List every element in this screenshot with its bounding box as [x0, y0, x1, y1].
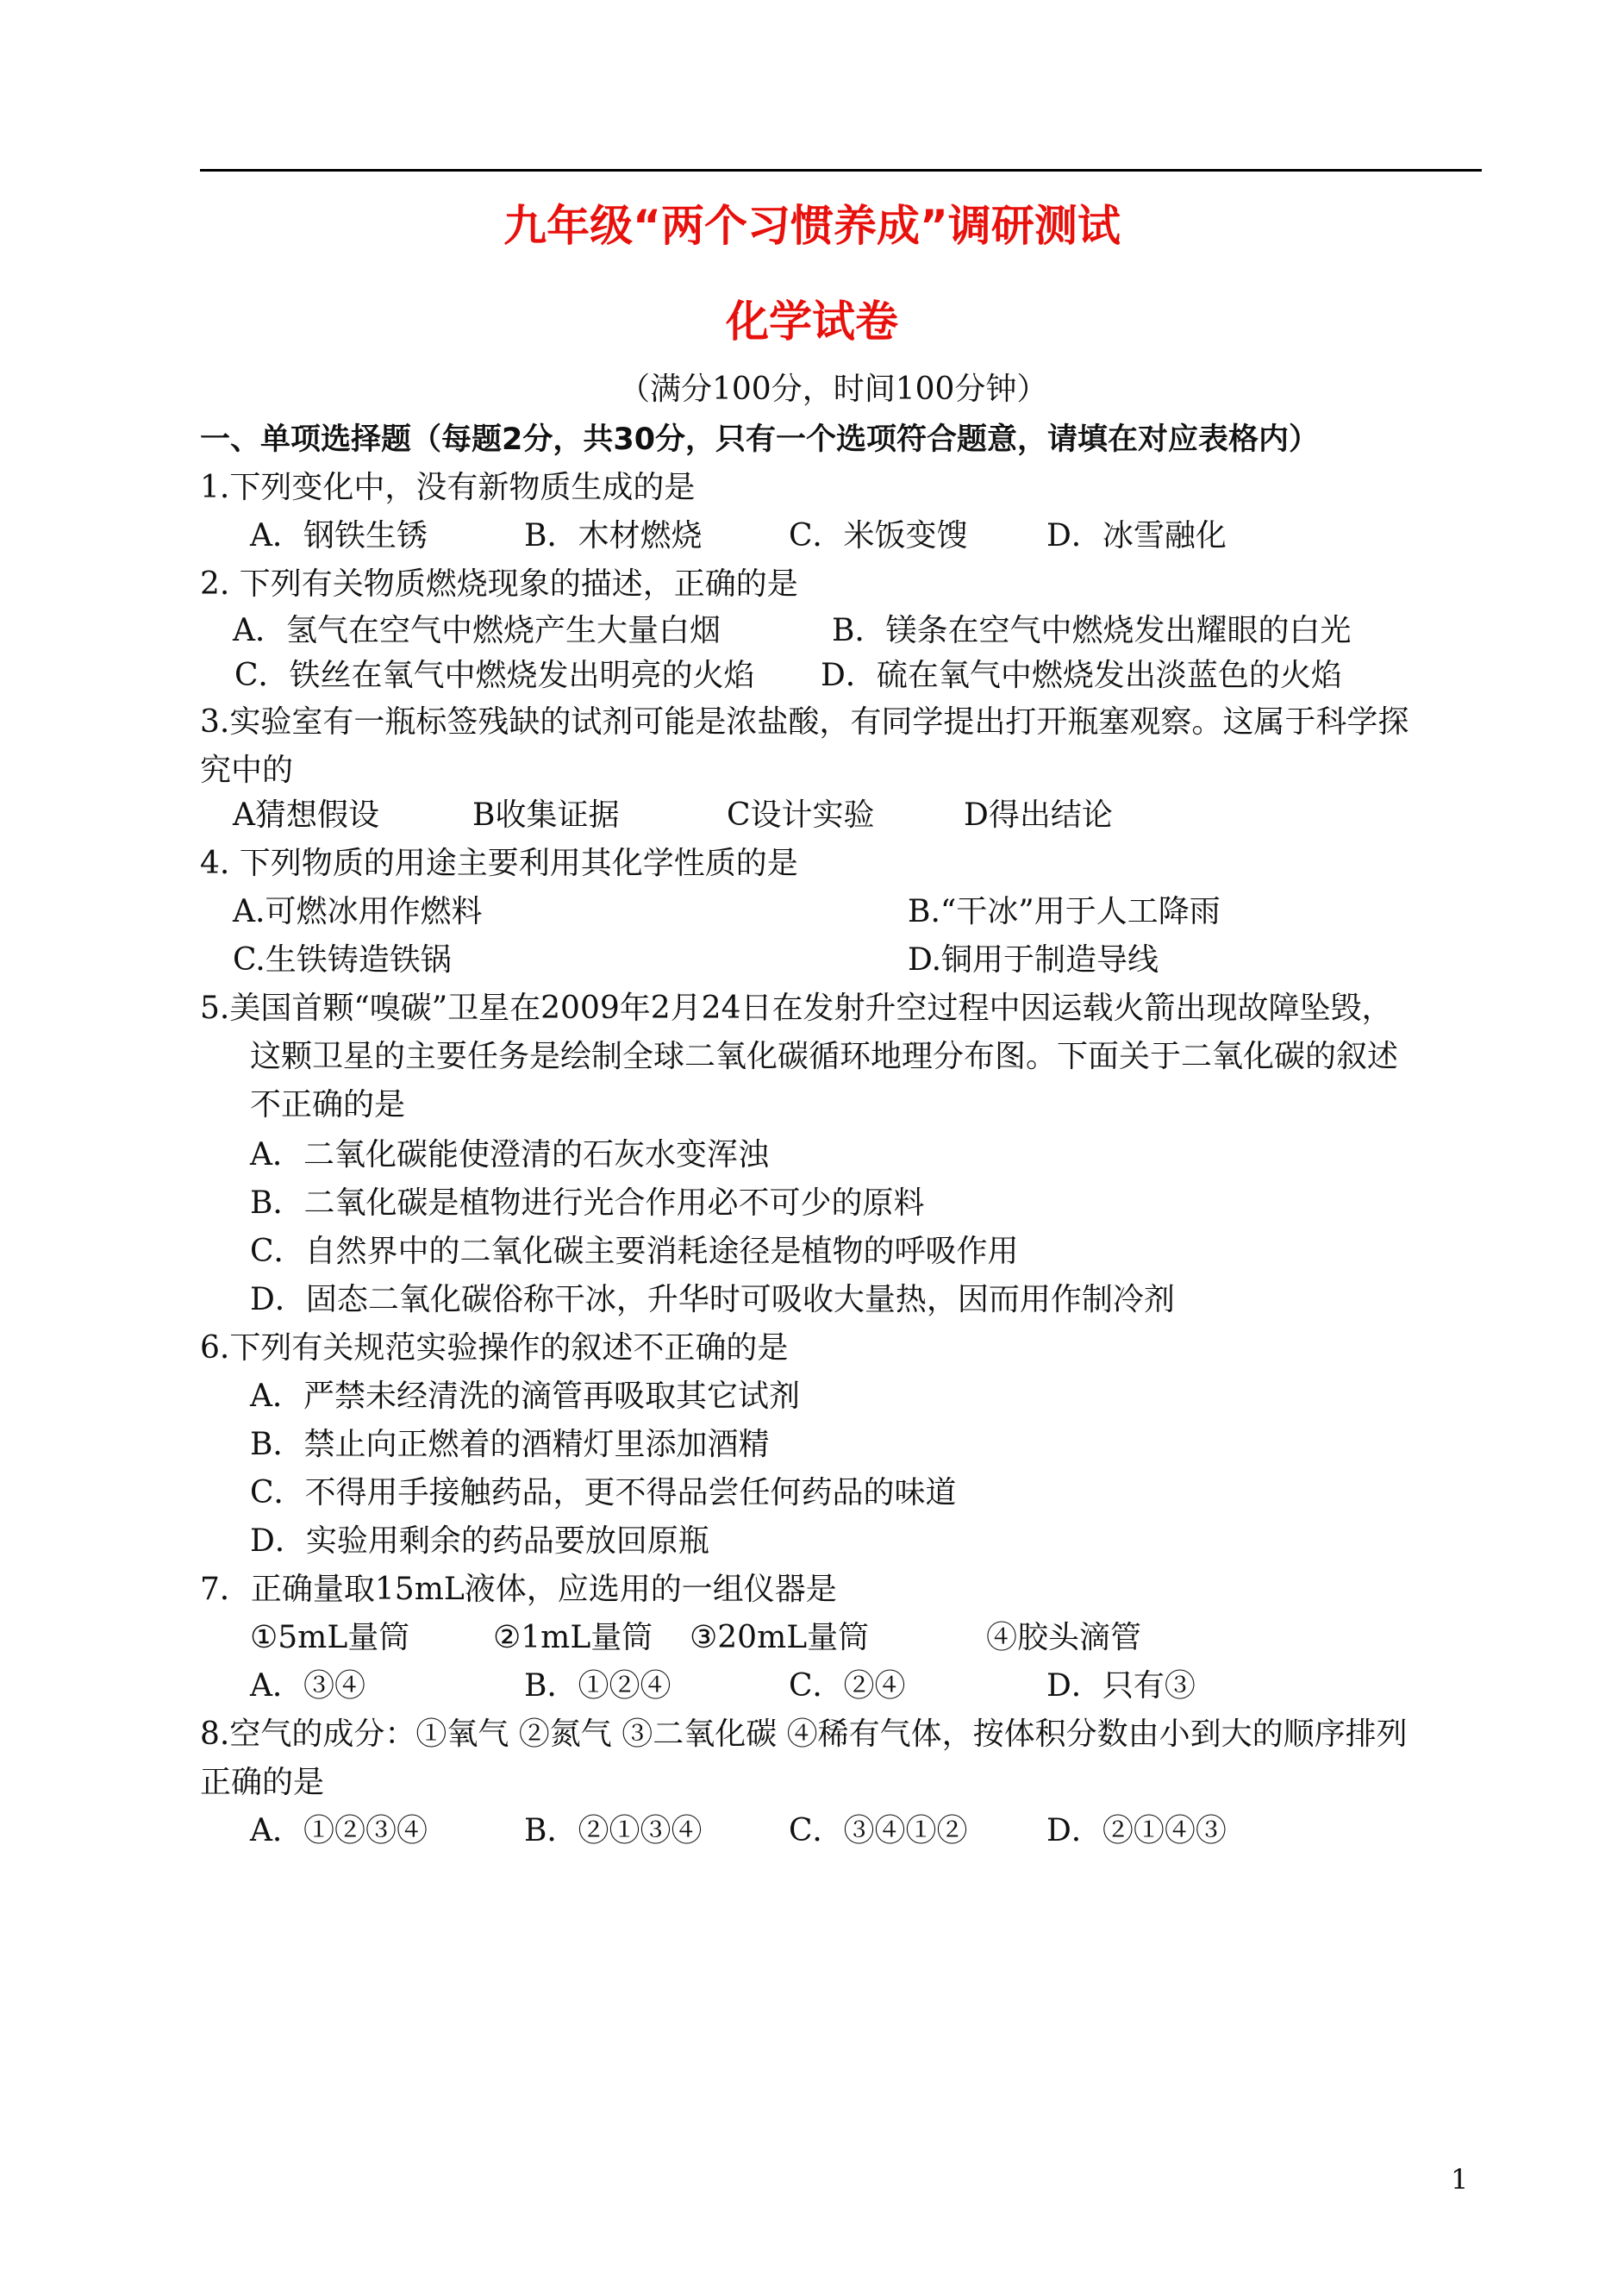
option-a: A．二氧化碳能使澄清的石灰水变浑浊	[250, 1137, 769, 1173]
question-stem: 6.下列有关规范实验操作的叙述不正确的是	[200, 1330, 789, 1366]
option-b: B．木材燃烧	[524, 518, 703, 553]
instrument-1: ①5mL量筒	[250, 1620, 410, 1655]
exam-subtitle: 化学试卷	[726, 297, 898, 347]
question-stem-cont: 正确的是	[200, 1765, 325, 1800]
option-a: A猜想假设	[233, 797, 379, 833]
question-stem: 1.下列变化中，没有新物质生成的是	[200, 470, 696, 505]
instrument-4: ④胶头滴管	[986, 1620, 1142, 1655]
question-stem: 4. 下列物质的用途主要利用其化学性质的是	[200, 846, 798, 881]
option-d: D．实验用剩余的药品要放回原瓶	[250, 1523, 709, 1559]
header-rule	[200, 169, 1482, 172]
question-stem-cont: 这颗卫星的主要任务是绘制全球二氧化碳循环地理分布图。下面关于二氧化碳的叙述	[250, 1039, 1399, 1074]
option-c: C.生铁铸造铁锅	[233, 942, 452, 978]
option-c: C．自然界中的二氧化碳主要消耗途径是植物的呼吸作用	[250, 1234, 1019, 1269]
option-c: C．铁丝在氧气中燃烧发出明亮的火焰	[234, 658, 755, 693]
question-stem: 5.美国首颗“嗅碳”卫星在2009年2月24日在发射升空过程中因运载火箭出现故障坠毁，	[200, 991, 1393, 1026]
option-d: D．硫在氧气中燃烧发出淡蓝色的火焰	[821, 658, 1342, 693]
option-c: C．③④①②	[789, 1813, 968, 1848]
option-d: D．②①④③	[1046, 1813, 1227, 1848]
option-a: A．③④	[250, 1668, 365, 1704]
option-a: A.可燃冰用作燃料	[233, 894, 483, 929]
option-d: D．冰雪融化	[1046, 518, 1227, 553]
section-heading: 一、单项选择题（每题2分，共30分，只有一个选项符合题意，请填在对应表格内）	[200, 422, 1320, 457]
option-a: A．严禁未经清洗的滴管再吸取其它试剂	[250, 1379, 800, 1414]
option-b: B．②①③④	[524, 1813, 703, 1848]
exam-meta: （满分100分，时间100分钟）	[619, 372, 1048, 407]
option-d: D.铜用于制造导线	[908, 942, 1159, 978]
option-b: B．二氧化碳是植物进行光合作用必不可少的原料	[250, 1185, 925, 1221]
page-number: 1	[1451, 2163, 1469, 2196]
option-b: B.“干冰”用于人工降雨	[908, 894, 1221, 929]
option-c: C设计实验	[727, 797, 875, 833]
option-c: C．米饭变馊	[789, 518, 968, 553]
instrument-3: ③20mL量筒	[690, 1620, 870, 1655]
exam-title: 九年级“两个习惯养成”调研测试	[503, 201, 1121, 251]
option-b: B．禁止向正燃着的酒精灯里添加酒精	[250, 1427, 770, 1462]
option-b: B．①②④	[524, 1668, 671, 1704]
instrument-2: ②1mL量筒	[493, 1620, 653, 1655]
option-a: A．钢铁生锈	[250, 518, 428, 553]
option-c: C．②④	[789, 1668, 906, 1704]
question-stem: 7．正确量取15mL液体，应选用的一组仪器是	[200, 1572, 837, 1607]
question-stem-cont: 不正确的是	[250, 1087, 406, 1122]
option-d: D得出结论	[964, 797, 1113, 833]
option-d: D．固态二氧化碳俗称干冰，升华时可吸收大量热，因而用作制冷剂	[250, 1282, 1175, 1317]
question-stem: 2. 下列有关物质燃烧现象的描述，正确的是	[200, 566, 798, 602]
question-stem-cont: 究中的	[200, 753, 294, 788]
option-b: B收集证据	[472, 797, 620, 833]
option-c: C．不得用手接触药品，更不得品尝任何药品的味道	[250, 1475, 957, 1510]
option-a: A．氢气在空气中燃烧产生大量白烟	[233, 613, 721, 648]
option-d: D．只有③	[1046, 1668, 1196, 1704]
question-stem: 3.实验室有一瓶标签残缺的试剂可能是浓盐酸，有同学提出打开瓶塞观察。这属于科学探	[200, 704, 1409, 740]
question-stem: 8.空气的成分：①氧气 ②氮气 ③二氧化碳 ④稀有气体，按体积分数由小到大的顺序排列	[200, 1717, 1408, 1752]
option-b: B．镁条在空气中燃烧发出耀眼的白光	[832, 613, 1352, 648]
option-a: A．①②③④	[250, 1813, 428, 1848]
